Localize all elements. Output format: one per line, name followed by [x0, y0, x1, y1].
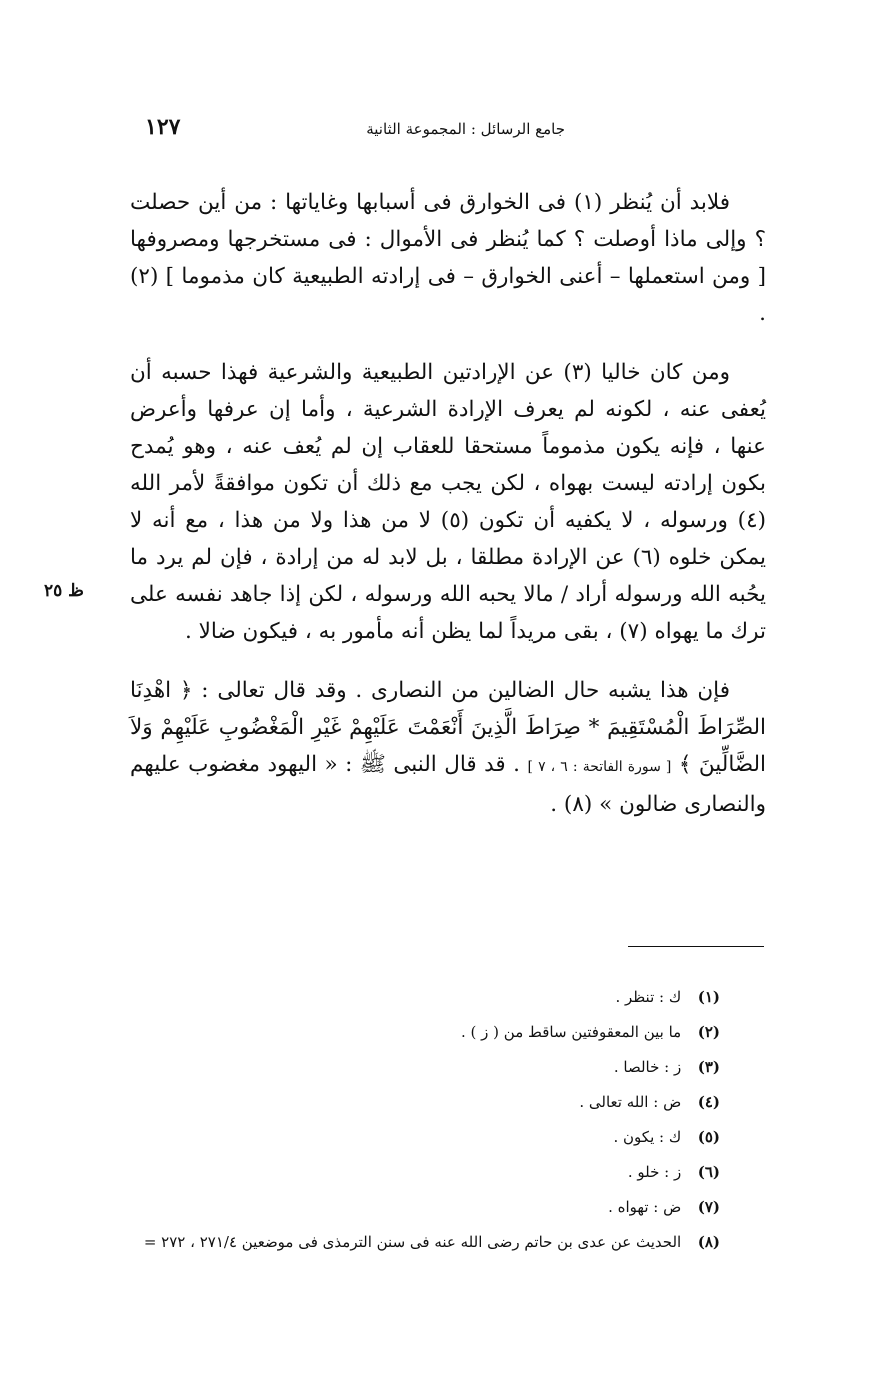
footnote: [120, 1190, 720, 1225]
footnote: [120, 1225, 720, 1260]
page-number: ١٢٧: [145, 114, 181, 140]
footnote: [120, 1155, 720, 1190]
footnote: [120, 1085, 720, 1120]
footnote-text: ز : خلو .: [627, 1163, 682, 1181]
main-text: [130, 184, 766, 823]
footnote-number: (٢): [697, 1023, 720, 1041]
footnote: [120, 980, 720, 1015]
paragraph-1: فلابد أن يُنظر (١) فى الخوارق فى أسبابها وغاياتها : من أين حصلت ؟ وإلى ماذا أوصلت ؟ كما يُنظر فى الأموال : فى مستخرجها ومصروفها [ ومن استعملها – أعنى الخوارق – فى إرادته الطبيعية كان مذموما ] (٢) .: [130, 190, 766, 326]
footnote-text: ك : يكون .: [613, 1128, 682, 1146]
footnote-number: (٨): [697, 1233, 720, 1251]
margin-note: ظ ٢٥: [44, 581, 84, 601]
paragraph-2: ومن كان خاليا (٣) عن الإرادتين الطبيعية والشرعية فهذا حسبه أن يُعفى عنه ، لكونه لم يعرف الإرادة الشرعية ، وأما إن عرفها وأعرض عنها ، فإنه يكون مذموماً مستحقا للعقاب إن لم يُعف عنه ، وهو يُمدح بكون إرادته ليست بهواه ، لكن يجب مع ذلك أن تكون موافقةً لأمر الله (٤) ورسوله ، لا يكفيه أن تكون (٥) لا من هذا ولا من هذا ، مع أنه لا يمكن خلوه (٦) عن الإرادة مطلقا ، بل لابد له من إرادة ، فإن لم يرد ما يحُبه الله ورسوله أراد / مالا يحبه الله ورسوله ، لكن إذا جاهد نفسه على ترك ما يهواه (٧) ، بقى مريداً لما يظن أنه مأمور به ، فيكون ضالا .: [130, 360, 767, 644]
footnote: [120, 1050, 720, 1085]
running-title: جامع الرسائل : المجموعة الثانية: [366, 120, 565, 138]
footnote-text: الحديث عن عدى بن حاتم رضى الله عنه فى سنن الترمذى فى موضعين ٢٧١/٤ ، ٢٧٢ =: [143, 1233, 682, 1251]
footnote-text: ض : تهواه .: [608, 1198, 682, 1216]
footnote: [120, 1015, 720, 1050]
paragraph-3-intro: فإن هذا يشبه حال الضالين من النصارى . وقد قال تعالى :: [201, 678, 730, 703]
footnote: [120, 1120, 720, 1155]
footnote-number: (٤): [697, 1093, 720, 1111]
footnote-number: (١): [697, 988, 720, 1006]
footnote-number: (٥): [697, 1128, 720, 1146]
paragraph-3-rest: . قد قال النبى ﷺ : « اليهود مغضوب عليهم والنصارى ضالون » (٨) .: [130, 752, 766, 817]
verse-citation: [ سورة الفاتحة : ٦ ، ٧ ]: [527, 759, 672, 775]
footnote-text: ض : الله تعالى .: [579, 1093, 682, 1111]
paragraph-3: [130, 672, 766, 823]
footnotes: [120, 980, 720, 1260]
footnote-text: ما بين المعقوفتين ساقط من ( ز ) .: [461, 1023, 682, 1041]
page-header: [145, 114, 565, 140]
footnote-text: ز : خالصا .: [613, 1058, 682, 1076]
footnote-number: (٣): [697, 1058, 720, 1076]
footnote-text: ك : تنظر .: [615, 988, 682, 1006]
footnote-number: (٦): [697, 1163, 720, 1181]
quran-verse: ﴿ اهْدِنَا الصِّرَاطَ الْمُسْتَقِيمَ * صِرَاطَ الَّذِينَ أَنْعَمْتَ عَلَيْهِمْ غَيْرِ الْمَغْضُوبِ عَلَيْهِمْ وَلاَ الضَّالِّينَ ﴾: [130, 678, 767, 777]
footnote-divider: [628, 946, 764, 947]
footnote-number: (٧): [697, 1198, 720, 1216]
